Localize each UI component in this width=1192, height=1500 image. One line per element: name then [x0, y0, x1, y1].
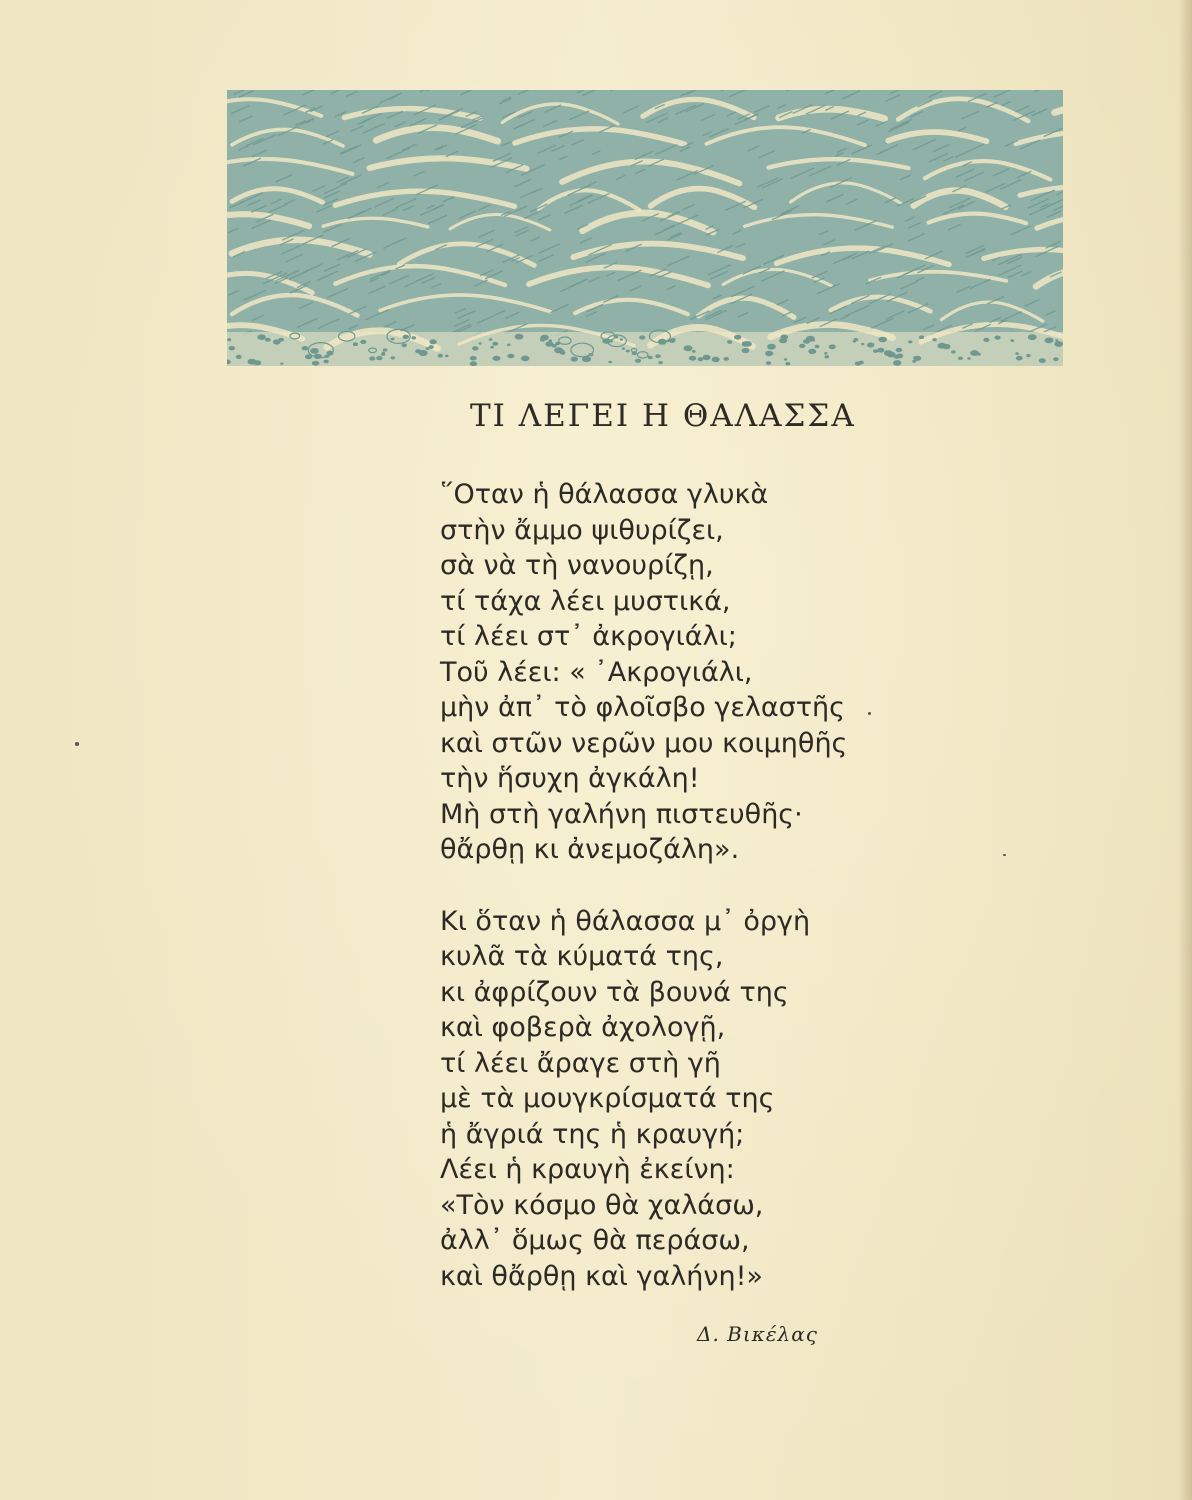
page-edge-shadow	[1178, 0, 1192, 1500]
poem-line: μὲ τὰ μουγκρίσματά της	[440, 1083, 775, 1114]
poem-line: ἡ ἄγριά της ἡ κραυγή;	[440, 1118, 745, 1150]
stanza-1	[440, 477, 880, 868]
poem-line: τί τάχα λέει μυστικά,	[440, 585, 731, 617]
sea-waves-illustration	[227, 90, 1063, 366]
paper-speck	[1003, 854, 1006, 856]
poem-line: κυλᾶ τὰ κύματά της,	[440, 941, 724, 972]
poem-line: καὶ φοβερὰ ἀχολογῇ,	[440, 1012, 726, 1043]
poem-line: Τοῦ λέει: « ᾽Ακρογιάλι,	[440, 656, 753, 688]
stanza-2	[440, 904, 880, 1295]
paper-speck	[75, 742, 79, 746]
poem-line: ῞Οταν ἡ θάλασσα γλυκὰ	[440, 479, 769, 510]
poem-line: σὰ νὰ τὴ νανουρίζῃ,	[440, 550, 714, 581]
poem-line: μὴν ἀπ᾽ τὸ φλοῖσβο γελαστῆς	[440, 692, 846, 723]
poem-line: κι ἀφρίζουν τὰ βουνά της	[440, 976, 789, 1008]
poem-line: στὴν ἄμμο ψιθυρίζει,	[440, 514, 724, 546]
poem-author: Δ. Βικέλας	[697, 1322, 818, 1346]
poem-line: θἄρθῃ κι ἀνεμοζάλη».	[440, 834, 740, 865]
poem-line: καὶ θἄρθῃ καὶ γαλήνη!»	[440, 1260, 763, 1292]
poem-line: τί λέει ἄραγε στὴ γῆ	[440, 1047, 721, 1079]
poem-line: τὴν ἥσυχη ἀγκάλη!	[440, 763, 700, 794]
poem-line: Λέει ἡ κραυγὴ ἐκείνη:	[440, 1154, 735, 1185]
poem-line: τί λέει στ᾽ ἀκρογιάλι;	[440, 621, 737, 652]
poem-line: «Τὸν κόσμο θὰ χαλάσω,	[440, 1189, 764, 1221]
sea-waves-icon	[227, 90, 1063, 366]
poem-line: ἀλλ᾽ ὅμως θὰ περάσω,	[440, 1225, 750, 1256]
poem-title: ΤΙ ΛΕΓΕΙ Η ΘΑΛΑΣΣΑ	[470, 398, 856, 434]
poem-line: καὶ στῶν νερῶν μου κοιμηθῆς	[440, 727, 848, 759]
poem-line: Μὴ στὴ γαλήνη πιστευθῆς·	[440, 798, 803, 830]
poem-line: Κι ὅταν ἡ θάλασσα μ᾽ ὀργὴ	[440, 905, 811, 937]
poem-body	[440, 477, 880, 1294]
